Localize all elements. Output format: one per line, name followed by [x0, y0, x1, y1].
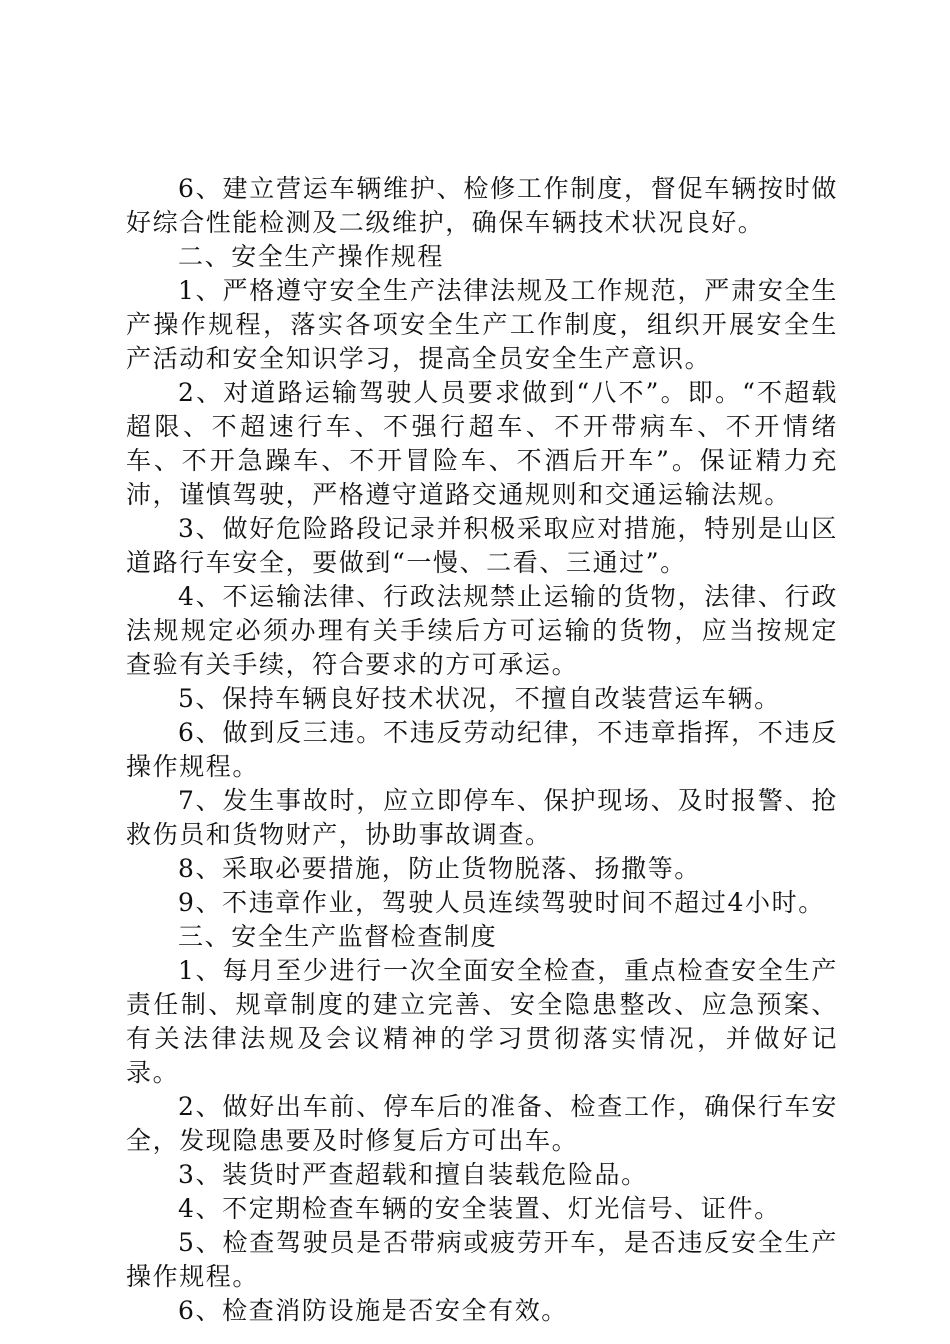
document-body — [126, 172, 838, 1328]
paragraph-rule-7: 7、发生事故时，应立即停车、保护现场、及时报警、抢救伤员和货物财产，协助事故调查。 — [126, 786, 838, 849]
paragraph-inspection-4: 4、不定期检查车辆的安全装置、灯光信号、证件。 — [178, 1194, 781, 1223]
paragraph-inspection-2: 2、做好出车前、停车后的准备、检查工作，确保行车安全，发现隐患要及时修复后方可出车。 — [126, 1092, 838, 1155]
paragraph-inspection-6: 6、检查消防设施是否安全有效。 — [178, 1296, 568, 1325]
paragraph-rule-9: 9、不违章作业，驾驶人员连续驾驶时间不超过4小时。 — [178, 888, 825, 917]
section-heading-operation-rules: 二、安全生产操作规程 — [178, 242, 445, 271]
paragraph-inspection-5: 5、检查驾驶员是否带病或疲劳开车，是否违反安全生产操作规程。 — [126, 1228, 838, 1291]
paragraph-rule-3: 3、做好危险路段记录并积极采取应对措施，特别是山区道路行车安全，要做到“一慢、二看、三通过”。 — [126, 514, 838, 577]
section-heading-inspection-system: 三、安全生产监督检查制度 — [178, 922, 498, 951]
paragraph-inspection-1: 1、每月至少进行一次全面安全检查，重点检查安全生产责任制、规章制度的建立完善、安全隐患整改、应急预案、有关法律法规及会议精神的学习贯彻落实情况，并做好记录。 — [126, 956, 838, 1087]
paragraph-rule-4: 4、不运输法律、行政法规禁止运输的货物，法律、行政法规规定必须办理有关手续后方可运输的货物，应当按规定查验有关手续，符合要求的方可承运。 — [126, 582, 838, 679]
paragraph-inspection-3: 3、装货时严查超载和擅自装载危险品。 — [178, 1160, 648, 1189]
paragraph-rule-6: 6、做到反三违。不违反劳动纪律，不违章指挥，不违反操作规程。 — [126, 718, 838, 781]
paragraph-rule-5: 5、保持车辆良好技术状况，不擅自改装营运车辆。 — [178, 684, 781, 713]
paragraph-rule-1: 1、严格遵守安全生产法律法规及工作规范，严肃安全生产操作规程，落实各项安全生产工作制度，组织开展安全生产活动和安全知识学习，提高全员安全生产意识。 — [126, 276, 838, 373]
paragraph-rule-2: 2、对道路运输驾驶人员要求做到“八不”。即。“不超载超限、不超速行车、不强行超车、不开带病车、不开情绪车、不开急躁车、不开冒险车、不酒后开车”。保证精力充沛，谨慎驾驶，严格遵守道路交通规则和交通运输法规。 — [126, 378, 838, 509]
paragraph-rule-8: 8、采取必要措施，防止货物脱落、扬撒等。 — [178, 854, 701, 883]
paragraph-vehicle-maintenance: 6、建立营运车辆维护、检修工作制度，督促车辆按时做好综合性能检测及二级维护，确保车辆技术状况良好。 — [126, 174, 838, 237]
